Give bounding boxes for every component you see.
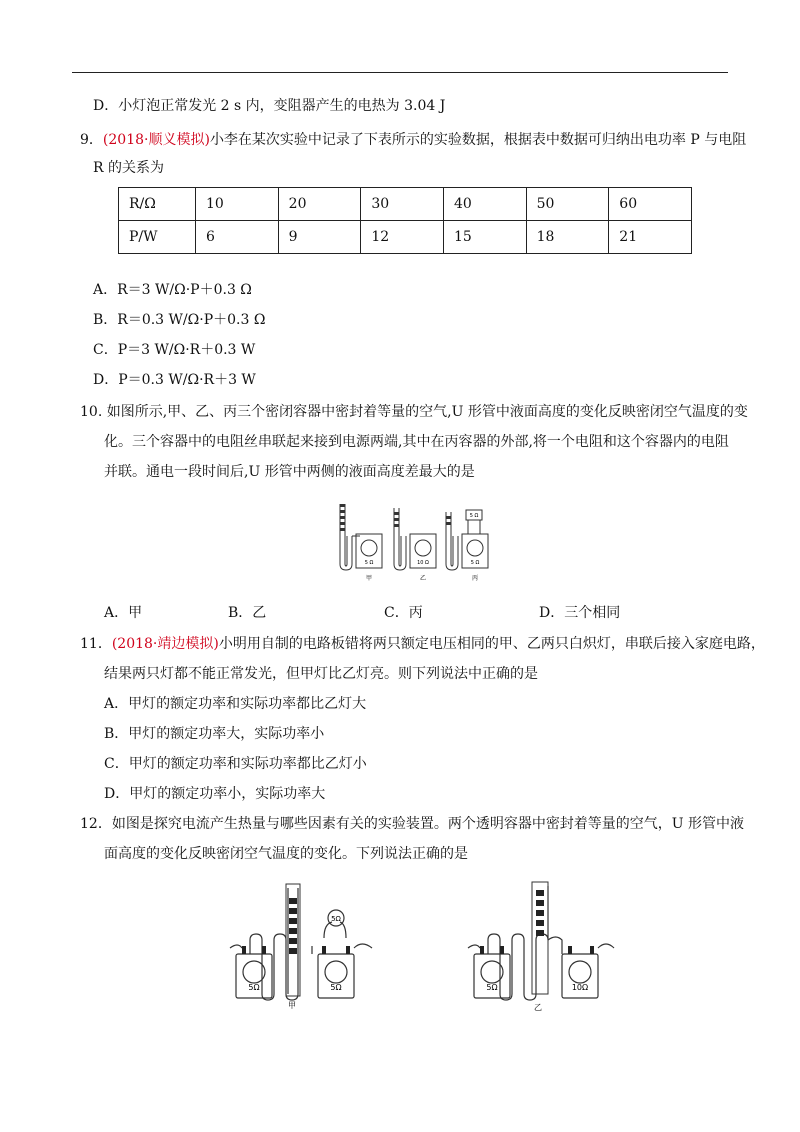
q9-number: 9． [80, 132, 103, 148]
q12-left-r2: 5Ω [330, 983, 342, 992]
q10-fig-label2: 乙 [419, 575, 427, 582]
q9-option-d: D．P＝0.3 W/Ω·R＋3 W [93, 372, 256, 388]
header-rule [72, 72, 728, 73]
q10-option-a: A．甲 [104, 605, 143, 621]
q9-data-table [118, 187, 692, 254]
q10-option-b: B．乙 [228, 605, 267, 621]
q12-right-label: 乙 [534, 1003, 542, 1012]
q12-figure-left [228, 882, 378, 1012]
q12-left-ext: 5Ω [331, 915, 341, 923]
q10-stem-line2: 化。三个容器中的电阻丝串联起来接到电源两端,其中在丙容器的外部,将一个电阻和这个容器内的电阻 [104, 434, 729, 450]
q12-left-label: 甲 [288, 1001, 296, 1010]
q11-stem-line2: 结果两只灯都不能正常发光，但甲灯比乙灯亮。则下列说法中正确的是 [104, 666, 538, 682]
q11-option-d: D．甲灯的额定功率小，实际功率大 [104, 786, 326, 802]
q11-option-c: C．甲灯的额定功率和实际功率都比乙灯小 [104, 756, 367, 772]
q12-stem-line1: 12．如图是探究电流产生热量与哪些因素有关的实验装置。两个透明容器中密封着等量的空气，U 形管中液 [80, 816, 745, 832]
table-cell: 15 [443, 221, 526, 254]
q10-option-d: D．三个相同 [539, 605, 621, 621]
table-cell: 60 [609, 188, 692, 221]
table-cell: 10 [196, 188, 279, 221]
table-cell: 12 [361, 221, 444, 254]
q11-option-a: A．甲灯的额定功率和实际功率都比乙灯大 [104, 696, 367, 712]
q9-option-b: B．R＝0.3 W/Ω·P＋0.3 Ω [93, 312, 266, 328]
q10-stem-line1: 10. 如图所示,甲、乙、丙三个密闭容器中密封着等量的空气,U 形管中液面高度的变化反映密闭空气温度的变 [80, 404, 748, 420]
table-row [119, 188, 692, 221]
q11-stem-line1 [80, 634, 765, 654]
q11-source: (2018·靖边模拟) [111, 636, 219, 652]
table-cell: 50 [526, 188, 609, 221]
q10-fig-r2: 10 Ω [417, 560, 429, 566]
table-cell: 18 [526, 221, 609, 254]
q9-source: (2018·顺义模拟) [102, 132, 210, 148]
q11-number: 11． [80, 636, 112, 652]
q12-right-r1: 5Ω [486, 983, 498, 992]
table-row [119, 221, 692, 254]
q10-fig-r3: 5 Ω [470, 560, 480, 566]
q12-figure-right [466, 880, 616, 1012]
q9-stem-line2: R 的关系为 [93, 160, 164, 176]
q10-option-c: C．丙 [384, 605, 423, 621]
table-cell: 21 [609, 221, 692, 254]
q8-option-d: D．小灯泡正常发光 2 s 内，变阻器产生的电热为 3.04 J [93, 98, 446, 114]
q9-option-a: A．R＝3 W/Ω·P＋0.3 Ω [93, 282, 252, 298]
q12-left-r1: 5Ω [248, 983, 260, 992]
table-cell: P/W [119, 221, 196, 254]
q10-figure [326, 494, 492, 586]
table-cell: 20 [278, 188, 361, 221]
q10-fig-label1: 甲 [365, 575, 373, 582]
q10-fig-r1: 5 Ω [364, 560, 374, 566]
q12-stem-line2: 面高度的变化反映密闭空气温度的变化。下列说法正确的是 [104, 846, 468, 862]
table-cell: 9 [278, 221, 361, 254]
q10-fig-label3: 丙 [471, 575, 479, 582]
table-cell: R/Ω [119, 188, 196, 221]
q10-stem-line3: 并联。通电一段时间后,U 形管中两侧的液面高度差最大的是 [104, 464, 475, 480]
q11-stem-text: 小明用自制的电路板错将两只额定电压相同的甲、乙两只白炽灯，串联后接入家庭电路， [218, 636, 765, 652]
table-cell: 40 [443, 188, 526, 221]
q9-stem-text: 小李在某次实验中记录了下表所示的实验数据，根据表中数据可归纳出电功率 P 与电阻 [209, 132, 747, 148]
q10-fig-rext: 5 Ω [469, 513, 479, 519]
table-cell: 6 [196, 221, 279, 254]
q9-stem-line1 [80, 130, 746, 150]
q9-option-c: C．P＝3 W/Ω·R＋0.3 W [93, 342, 256, 358]
table-cell: 30 [361, 188, 444, 221]
q11-option-b: B．甲灯的额定功率大，实际功率小 [104, 726, 325, 742]
q12-right-r2: 10Ω [571, 983, 589, 992]
